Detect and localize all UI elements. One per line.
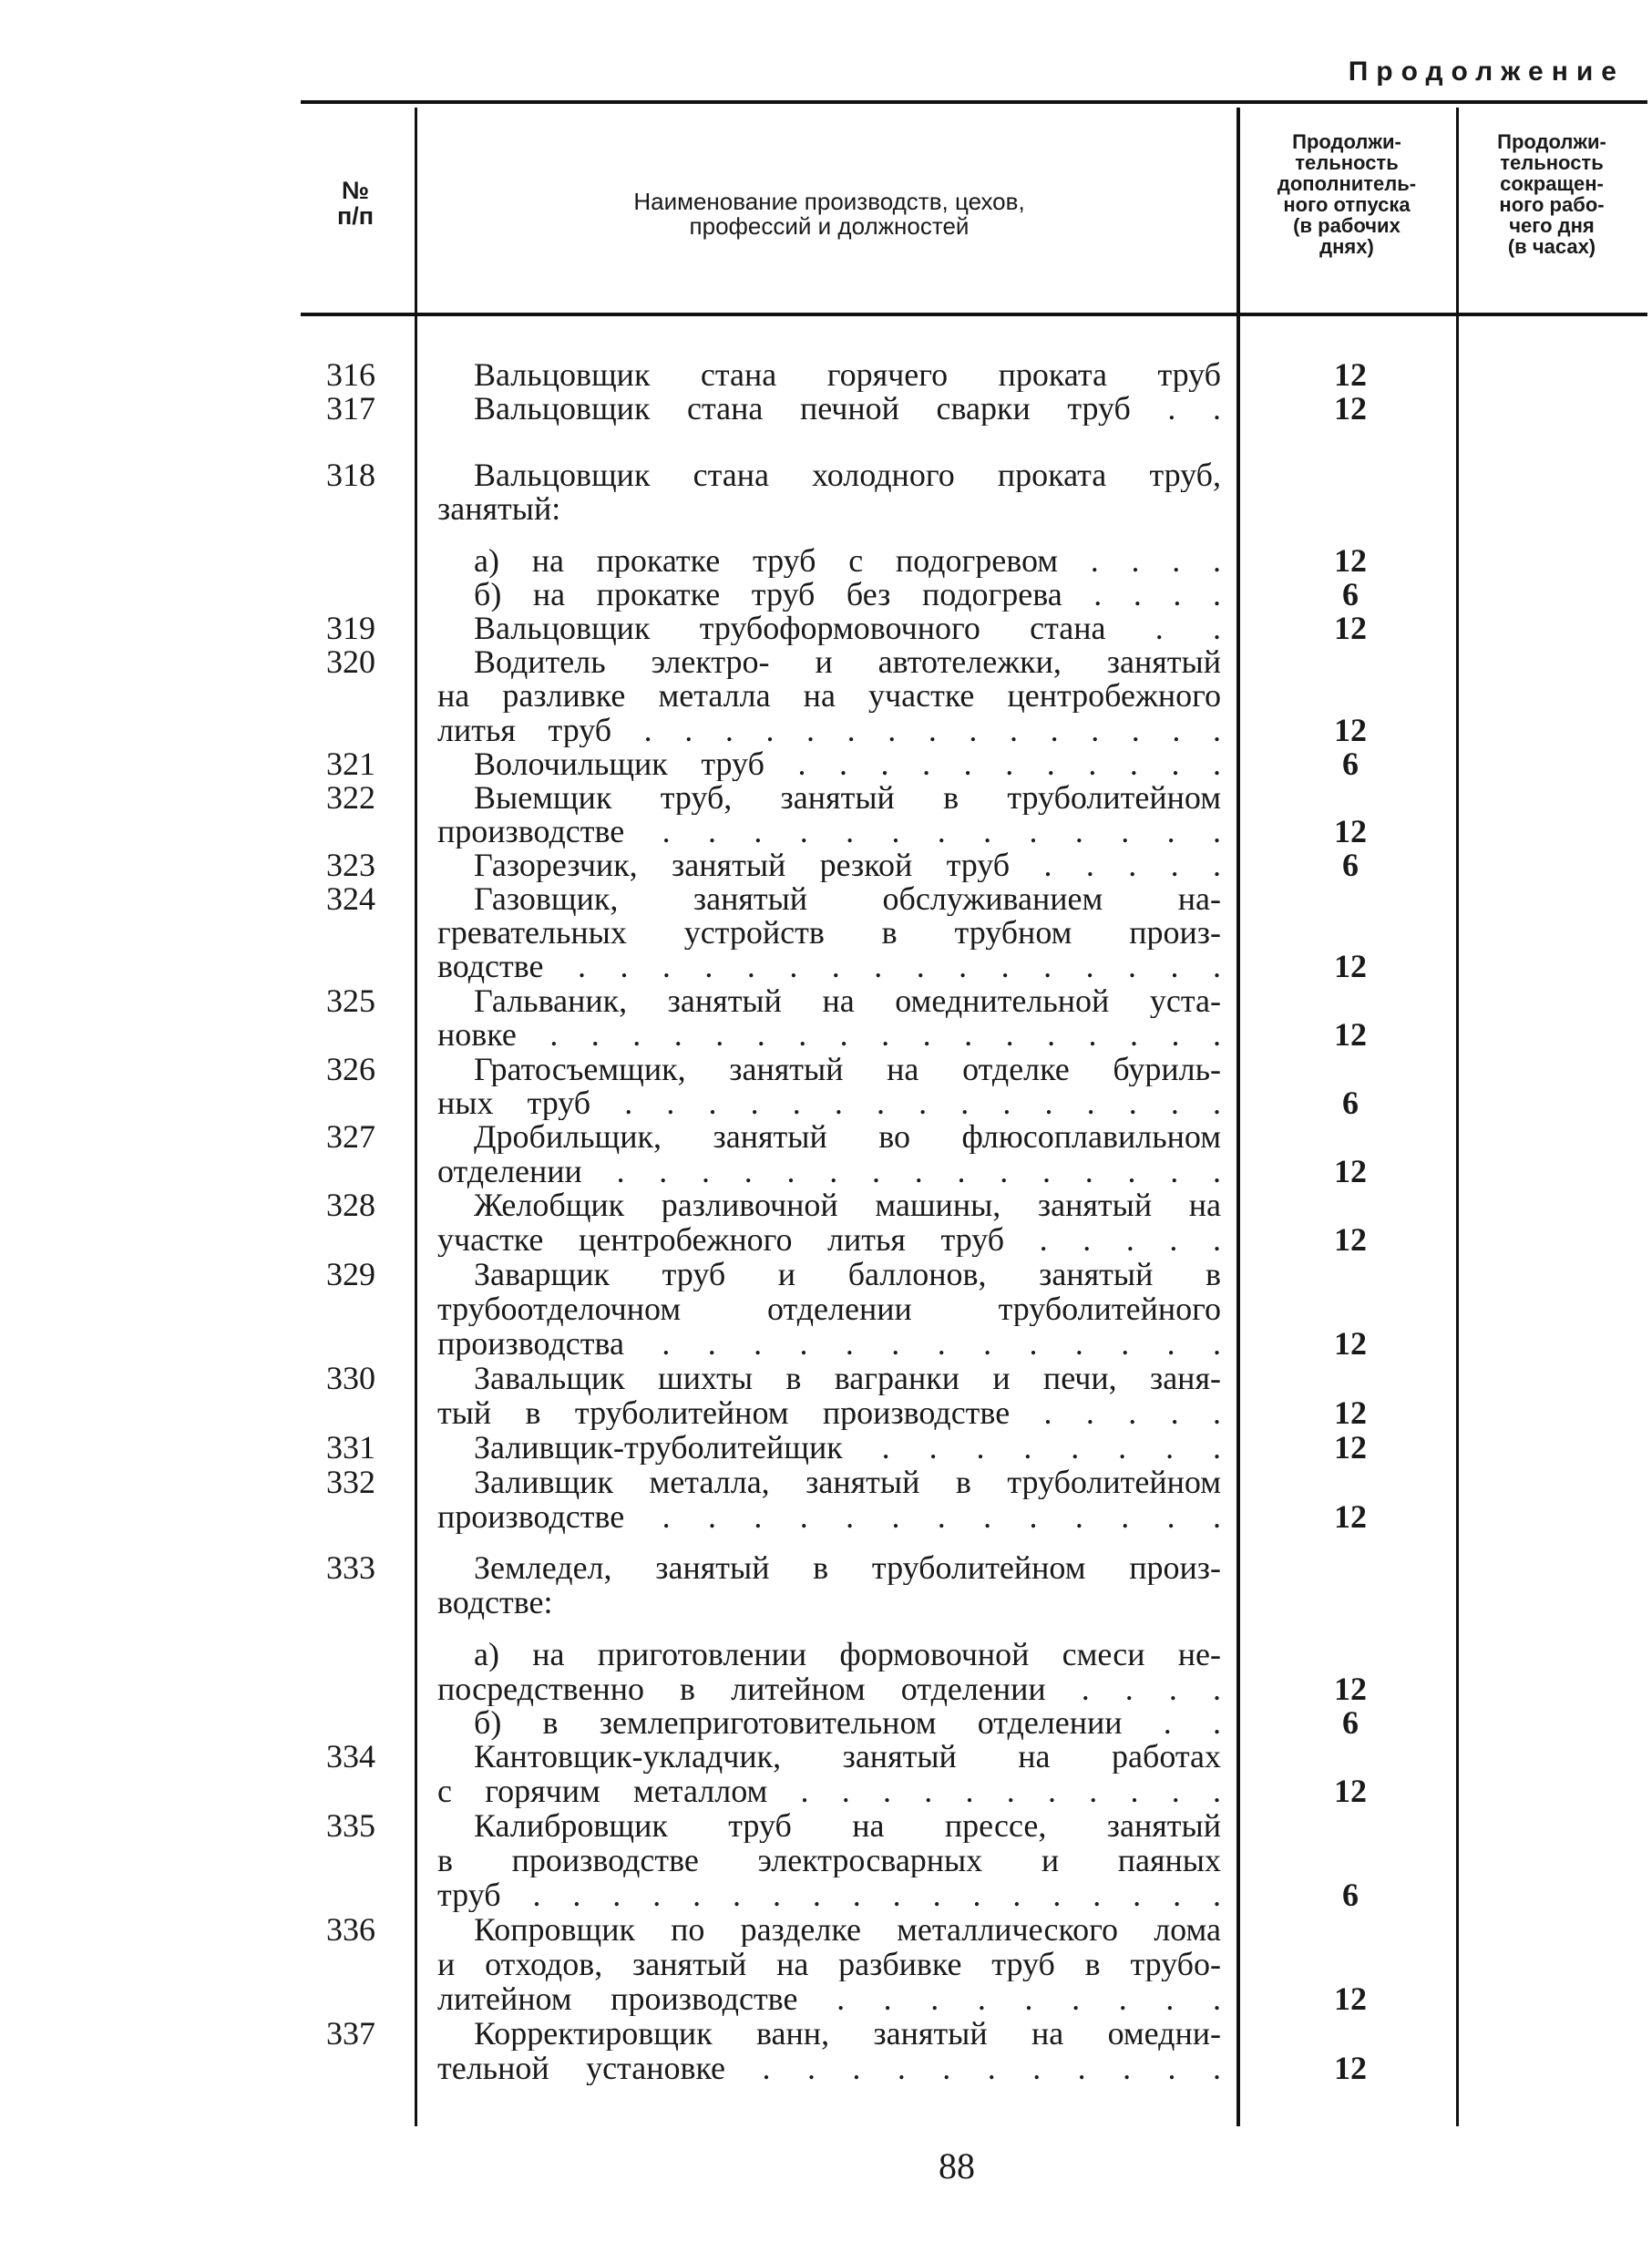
header-bottom-rule (301, 313, 1647, 316)
row-text: Вальцовщик стана горячего проката труб (474, 358, 1221, 392)
row-text: Корректировщик ванн, занятый на омедни- (474, 2017, 1221, 2051)
table-row (0, 1586, 1652, 1620)
row-number: 335 (326, 1807, 375, 1844)
row-text: Кантовщик-укладчик, занятый на работах (474, 1740, 1221, 1774)
table-row (0, 815, 1652, 849)
row-text: Заварщик труб и баллонов, занятый в (474, 1258, 1221, 1291)
table-row (0, 578, 1652, 612)
row-text: Выемщик труб, занятый в труболитейном (474, 781, 1221, 815)
header-hours: Продолжи- тельность сокращен- ного рабо- чего дня (в часах) (1497, 130, 1606, 259)
row-vacation-days: 12 (1334, 1221, 1367, 1258)
row-number: 330 (326, 1360, 375, 1396)
table-row (0, 714, 1652, 747)
row-vacation-days: 12 (1334, 1016, 1367, 1053)
table-row (0, 1258, 1652, 1291)
row-text: водстве: (437, 1586, 553, 1620)
table-row (0, 1982, 1652, 2016)
row-text: Водитель электро- и автотележки, занятый (474, 645, 1221, 679)
table-row (0, 1672, 1652, 1706)
row-number: 320 (326, 643, 375, 680)
header-vacation: Продолжи- тельность дополнитель- ного отпуска (в рабочих днях) (1277, 130, 1417, 259)
row-vacation-days: 6 (1342, 1704, 1359, 1741)
table-row (0, 1086, 1652, 1120)
row-text: производстве . . . . . . . . . . . . . (437, 815, 1221, 849)
table-row (0, 2017, 1652, 2051)
row-text: трубоотделочном отделении труболитейного (437, 1292, 1221, 1326)
table-row (0, 1431, 1652, 1465)
table-row (0, 984, 1652, 1018)
row-text: Газовщик, занятый обслуживанием на- (474, 882, 1221, 916)
row-text: новке . . . . . . . . . . . . . . . . . (437, 1018, 1221, 1052)
row-text: тельной установке . . . . . . . . . . . (437, 2052, 1221, 2085)
table-row (0, 679, 1652, 713)
row-vacation-days: 6 (1342, 1085, 1359, 1121)
row-number: 326 (326, 1051, 375, 1087)
row-vacation-days: 12 (1334, 2050, 1367, 2086)
row-vacation-days: 6 (1342, 1877, 1359, 1913)
row-vacation-days: 12 (1334, 542, 1367, 579)
table-row (0, 1878, 1652, 1912)
row-vacation-days: 12 (1334, 356, 1367, 393)
table-row (0, 1396, 1652, 1430)
row-vacation-days: 12 (1334, 712, 1367, 748)
table-row (0, 1844, 1652, 1877)
row-text: Газорезчик, занятый резкой труб . . . . . (474, 849, 1221, 882)
row-vacation-days: 12 (1334, 1498, 1367, 1535)
table-row (0, 1155, 1652, 1188)
table-row (0, 1292, 1652, 1326)
row-text: на разливке металла на участке центробежного (437, 679, 1221, 713)
row-vacation-days: 6 (1342, 576, 1359, 612)
table-top-rule (301, 100, 1647, 104)
table-row (0, 1706, 1652, 1740)
table-row (0, 1120, 1652, 1154)
row-text: Волочильщик труб . . . . . . . . . . . (474, 747, 1221, 781)
row-number: 328 (326, 1187, 375, 1223)
row-vacation-days: 12 (1334, 1429, 1367, 1466)
row-vacation-days: 12 (1334, 1394, 1367, 1431)
row-text: литейном производстве . . . . . . . . . (437, 1982, 1221, 2016)
table-row (0, 1362, 1652, 1395)
row-text: Вальцовщик стана холодного проката труб, (474, 458, 1221, 492)
table-row (0, 1500, 1652, 1534)
row-text: б) на прокатке труб без подогрева . . . . (474, 578, 1221, 612)
table-row (0, 392, 1652, 426)
row-text: б) в землеприготовительном отделении . . (474, 1706, 1221, 1740)
table-row (0, 1223, 1652, 1257)
row-vacation-days: 12 (1334, 813, 1367, 849)
continuation-label: Продолжение (1348, 57, 1625, 87)
row-text: водстве . . . . . . . . . . . . . . . . (437, 950, 1221, 983)
row-text: Вальцовщик стана печной сварки труб . . (474, 392, 1221, 426)
row-text: Заливщик металла, занятый в труболитейном (474, 1466, 1221, 1499)
row-text: Желобщик разливочной машины, занятый на (474, 1188, 1221, 1222)
table-row (0, 1774, 1652, 1808)
row-vacation-days: 12 (1334, 390, 1367, 427)
row-text: Калибровщик труб на прессе, занятый (474, 1809, 1221, 1843)
table-row (0, 612, 1652, 645)
table-row (0, 882, 1652, 916)
table-row (0, 1551, 1652, 1585)
row-number: 329 (326, 1256, 375, 1292)
row-number: 336 (326, 1911, 375, 1948)
row-number: 337 (326, 2015, 375, 2052)
row-text: с горячим металлом . . . . . . . . . . . (437, 1774, 1221, 1808)
row-text: производства . . . . . . . . . . . . . (437, 1327, 1221, 1361)
table-row (0, 1638, 1652, 1672)
row-number: 325 (326, 982, 375, 1019)
row-number: 334 (326, 1738, 375, 1774)
row-vacation-days: 12 (1334, 1671, 1367, 1707)
row-vacation-days: 12 (1334, 948, 1367, 984)
row-number: 322 (326, 779, 375, 816)
row-number: 333 (326, 1549, 375, 1586)
row-text: Гальваник, занятый на омеднительной уста- (474, 984, 1221, 1018)
row-number: 331 (326, 1429, 375, 1466)
table-row (0, 747, 1652, 781)
table-row (0, 492, 1652, 526)
table-row (0, 916, 1652, 950)
table-row (0, 781, 1652, 815)
row-vacation-days: 6 (1342, 746, 1359, 782)
table-row (0, 2052, 1652, 2085)
row-text: литья труб . . . . . . . . . . . . . . . (437, 714, 1221, 747)
table-row (0, 1948, 1652, 1981)
table-row (0, 1466, 1652, 1499)
table-row (0, 544, 1652, 578)
row-text: тый в труболитейном производстве . . . . . (437, 1396, 1221, 1430)
row-text: а) на приготовлении формовочной смеси не- (474, 1638, 1221, 1672)
row-text: участке центробежного литья труб . . . . . (437, 1223, 1221, 1257)
row-text: ных труб . . . . . . . . . . . . . . . (437, 1086, 1221, 1120)
table-row (0, 1188, 1652, 1222)
table-row (0, 950, 1652, 983)
row-vacation-days: 12 (1334, 610, 1367, 646)
table-row (0, 1053, 1652, 1086)
row-text: Завальщик шихты в вагранки и печи, заня- (474, 1362, 1221, 1395)
row-number: 316 (326, 356, 375, 393)
table-row (0, 458, 1652, 492)
row-number: 332 (326, 1464, 375, 1500)
row-text: в производстве электросварных и паяных (437, 1844, 1221, 1877)
row-text: отделении . . . . . . . . . . . . . . . (437, 1155, 1221, 1188)
page-number: 88 (939, 2145, 975, 2186)
row-text: занятый: (437, 492, 561, 526)
row-text: Вальцовщик трубоформовочного стана . . (474, 612, 1221, 645)
row-vacation-days: 6 (1342, 847, 1359, 883)
row-number: 319 (326, 610, 375, 646)
table-row (0, 1327, 1652, 1361)
row-vacation-days: 12 (1334, 1325, 1367, 1362)
row-number: 317 (326, 390, 375, 427)
row-text: производстве . . . . . . . . . . . . . (437, 1500, 1221, 1534)
row-text: Копровщик по разделке металлического лома (474, 1913, 1221, 1947)
row-text: посредственно в литейном отделении . . . . (437, 1672, 1221, 1706)
row-number: 321 (326, 746, 375, 782)
header-number: № п/п (336, 177, 375, 231)
row-vacation-days: 12 (1334, 1980, 1367, 2017)
row-number: 323 (326, 847, 375, 883)
table-row (0, 358, 1652, 392)
table-row (0, 1809, 1652, 1843)
table-row (0, 1018, 1652, 1052)
row-text: гревательных устройств в трубном произ- (437, 916, 1221, 950)
table-row (0, 1740, 1652, 1774)
table-row (0, 1913, 1652, 1947)
row-text: труб . . . . . . . . . . . . . . . . . . (437, 1878, 1221, 1912)
row-text: а) на прокатке труб с подогревом . . . . (474, 544, 1221, 578)
header-name: Наименование производств, цехов, профессий и должностей (633, 188, 1025, 241)
row-text: Гратосъемщик, занятый на отделке буриль- (474, 1053, 1221, 1086)
row-text: Дробильщик, занятый во флюсоплавильном (474, 1120, 1221, 1154)
table-row (0, 849, 1652, 882)
row-vacation-days: 12 (1334, 1153, 1367, 1189)
row-number: 327 (326, 1118, 375, 1155)
row-text: и отходов, занятый на разбивке труб в трубо- (437, 1948, 1221, 1981)
row-number: 318 (326, 457, 375, 493)
row-number: 324 (326, 880, 375, 917)
table-row (0, 645, 1652, 679)
row-text: Заливщик-труболитейщик . . . . . . . . (474, 1431, 1221, 1465)
row-vacation-days: 12 (1334, 1773, 1367, 1809)
row-text: Земледел, занятый в труболитейном произ- (474, 1551, 1221, 1585)
